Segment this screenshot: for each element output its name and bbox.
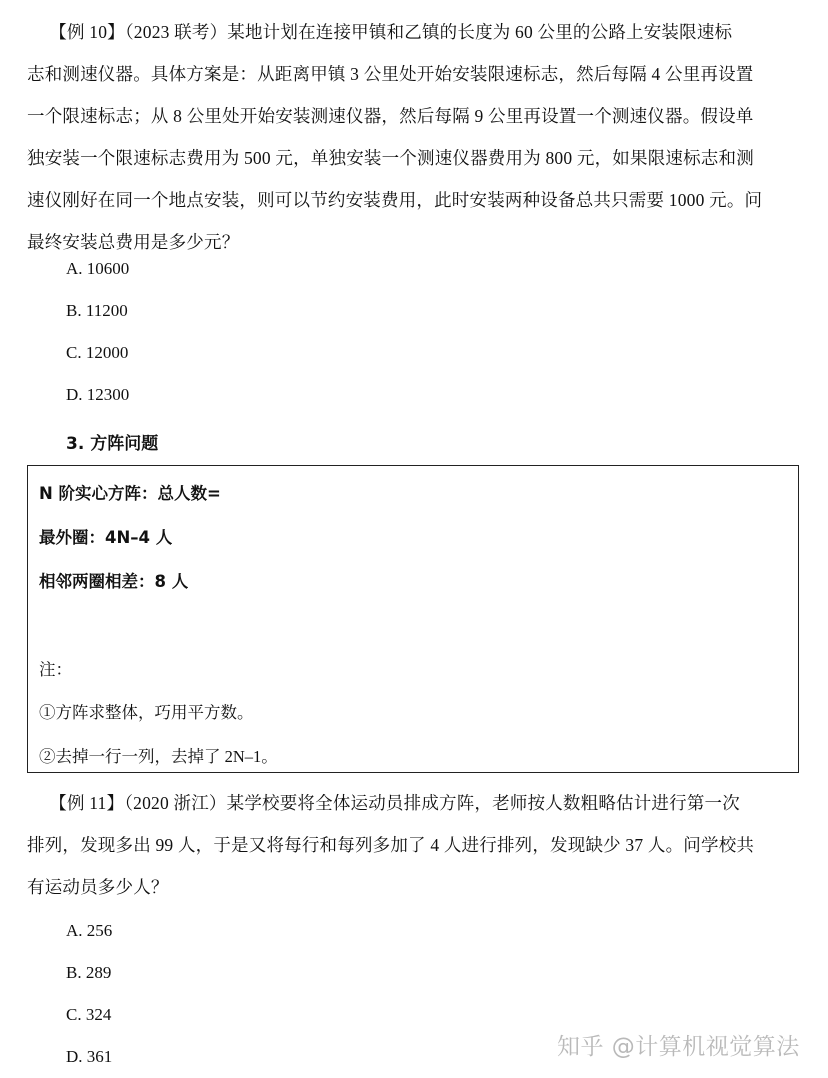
question-line: 【例 10】（2023 联考）某地计划在连接甲镇和乙镇的长度为 60 公里的公路上安装限速标 <box>27 22 733 42</box>
formula-box <box>27 465 799 773</box>
zhihu-watermark: 知乎 @计算机视觉算法 <box>557 1034 800 1060</box>
question-line: 有运动员多少人？ <box>27 877 169 897</box>
example-10-question <box>27 11 807 263</box>
example-11-option-c: C. 324 <box>66 1005 112 1024</box>
note-1: ①方阵求整体，巧用平方数。 <box>39 703 254 722</box>
question-line: 一个限速标志；从 8 公里处开始安装测速仪器，然后每隔 9 公里再设置一个测速仪器。假设单 <box>27 106 754 126</box>
question-line: 排列，发现多出 99 人，于是又将每行和每列多加了 4 人进行排列，发现缺少 37 人。问学校共 <box>27 835 755 855</box>
note-label: 注： <box>39 660 72 679</box>
example-10-option-c: C. 12000 <box>66 343 129 362</box>
formula-ring-difference: 相邻两圈相差：8 人 <box>39 572 189 591</box>
example-11-question <box>27 782 807 908</box>
question-line: 【例 11】（2020 浙江）某学校要将全体运动员排成方阵，老师按人数粗略估计进行第一次 <box>27 793 740 813</box>
example-10-option-a: A. 10600 <box>66 259 130 278</box>
example-11-option-a: A. 256 <box>66 921 113 940</box>
question-line: 志和测速仪器。具体方案是：从距离甲镇 3 公里处开始安装限速标志，然后每隔 4 公里再设置 <box>27 64 754 84</box>
formula-outer-ring: 最外圈：4N–4 人 <box>39 528 173 547</box>
example-11-option-b: B. 289 <box>66 963 112 982</box>
section-title: 3. 方阵问题 <box>66 434 159 454</box>
example-11-option-d: D. 361 <box>66 1047 113 1066</box>
question-line: 独安装一个限速标志费用为 500 元，单独安装一个测速仪器费用为 800 元，如果限速标志和测 <box>27 148 754 168</box>
example-10-option-b: B. 11200 <box>66 301 128 320</box>
question-line: 最终安装总费用是多少元？ <box>27 232 240 252</box>
question-line: 速仪刚好在同一个地点安装，则可以节约安装费用，此时安装两种设备总共只需要 1000 元。问 <box>27 190 763 210</box>
note-2: ②去掉一行一列，去掉了 2N–1。 <box>39 747 278 766</box>
formula-total: N 阶实心方阵：总人数= <box>39 484 221 503</box>
example-10-option-d: D. 12300 <box>66 385 130 404</box>
